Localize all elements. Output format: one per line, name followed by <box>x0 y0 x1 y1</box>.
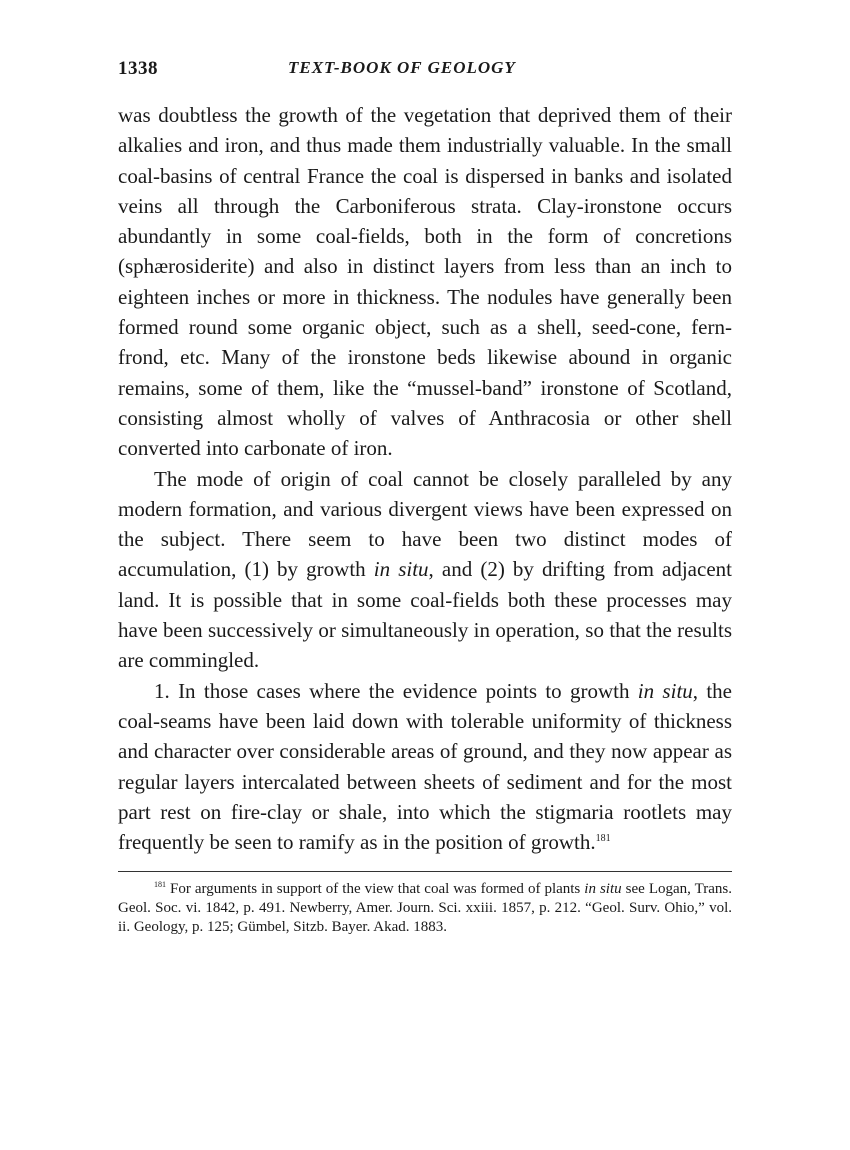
paragraph-3 <box>118 676 732 858</box>
paragraph-3-text-b: , the coal-seams have been laid down with tolerable uniformity of thickness and character over considerable areas of ground, and they now appear as regular layers intercalated between sheets of sediment and for the most part rest on fire-clay or shale, into which the stigmaria rootlets may frequently be seen to ramify as in the position of growth. <box>118 678 733 855</box>
body-text <box>118 100 732 857</box>
paragraph-3-text-a: 1. In those cases where the evidence points to growth <box>154 678 638 703</box>
page-number: 1338 <box>118 58 158 79</box>
footnote-text-a: For arguments in support of the view that coal was formed of plants <box>166 881 585 898</box>
footnote-mark: 181 <box>154 880 166 890</box>
book-page <box>118 58 732 937</box>
paragraph-2-text-a: The mode of origin of coal cannot be closely paralleled by any modern formation, and various divergent views have been expressed on the subject. There seem to have been two distinct modes of accumulation, (1) by growth <box>118 466 732 582</box>
footnote-italic: in situ <box>584 881 622 898</box>
footnote-reference: 181 <box>595 833 611 845</box>
footnote <box>118 880 732 937</box>
footnote-text-b: see Logan, Trans. Geol. Soc. vi. 1842, p. 491. Newberry, Amer. Journ. Sci. xxiii. 1857, p. 212. “Geol. Surv. Ohio,” vol. ii. Geology, p. 125; Gümbel, Sitzb. Bayer. Akad. 1883. <box>118 881 733 936</box>
paragraph-1: was doubtless the growth of the vegetation that deprived them of their alkalies and iron, and thus made them industrially valuable. In the small coal-basins of central France the coal is dispersed in banks and isolated veins all through the Carboniferous strata. Clay-ironstone occurs abundantly in some coal-fields, both in the form of concretions (sphærosiderite) and also in distinct layers from less than an inch to eighteen inches or more in thickness. The nodules have generally been formed round some organic object, such as a shell, seed-cone, fern-frond, etc. Many of the ironstone beds likewise abound in organic remains, some of them, like the “mussel-band” ironstone of Scotland, consisting almost wholly of valves of Anthracosia or other shell converted into carbonate of iron. <box>118 103 732 461</box>
paragraph-2 <box>118 464 732 676</box>
running-title: TEXT-BOOK OF GEOLOGY <box>288 58 516 77</box>
paragraph-3-italic: in situ <box>637 678 693 703</box>
footnote-rule <box>118 871 732 872</box>
paragraph-2-text-b: , and (2) by drifting from adjacent land. It is possible that in some coal-fields both these processes may have been successively or simultaneously in operation, so that the results are commingled. <box>118 557 732 673</box>
paragraph-2-italic: in situ <box>373 557 429 582</box>
running-head <box>118 58 732 92</box>
